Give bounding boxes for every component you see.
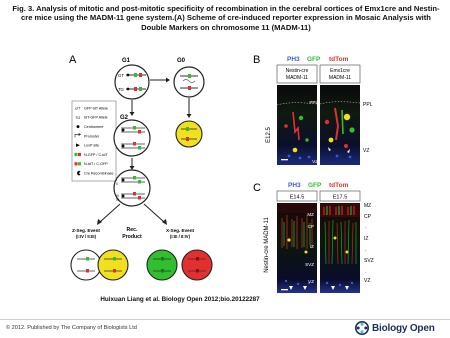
g2-label: G2 [120,115,129,121]
layer-label: CP [307,224,314,229]
g1-cell [115,65,149,99]
panel-c-header [288,182,349,189]
svg-text:-: - [365,224,367,229]
layer-label: VZ [364,278,371,284]
legend-symbol: GT [75,106,81,111]
panel-b-ppl-right: PPL [363,102,373,108]
svg-text:MADM-11: MADM-11 [328,75,352,81]
g1-label: G1 [122,58,131,64]
panel-b-col-1-header [277,65,317,83]
panel-c-right-layers [364,203,374,284]
panel-b-ppl-left: PPL [309,100,318,105]
svg-text:IV: IV [116,198,120,202]
g2-cell [114,120,150,156]
allele-tg-label: TG [118,87,124,92]
panel-c-side-label: Nestin-cre MADM-11 [264,217,270,273]
svg-text:MADM-11: MADM-11 [285,75,309,81]
panel-b-image-2 [320,85,360,165]
svg-text:I: I [116,178,117,182]
legend-text: Centromere [84,125,104,129]
logo-text: Biology Open [372,322,435,334]
panel-c-col-2-label: E17.5 [332,194,348,201]
legend-text: N-GFP / C-tdT [84,152,108,157]
figure-caption: Fig. 3. Analysis of mitotic and post-mitotic specificity of recombination in the cerebral cortices of Emx1cre and Nestin-cre mice using the MADM-11 gene system.(A) Scheme of cre-induced reporter expression in Mosaic Analysis with Double Markers on chromosome 11 (MADM-11) [12,4,440,32]
x-seg-product-green [147,250,177,280]
biology-open-logo [355,320,435,336]
layer-label: VZ [308,279,314,284]
svg-text:II: II [116,182,118,186]
x-seg-label: X-Seg. Event [165,228,195,233]
legend-row [75,116,108,120]
legend-text: Cre Recombinase [84,171,114,176]
z-seg-sub: (I:IV / II:III) [75,234,97,239]
panel-b-col-2-header [320,65,360,83]
panel-b-vz-right: VZ [363,148,370,154]
legend-text: Promoter [84,134,100,139]
scheme-legend [72,101,116,181]
allele-gt-label: GT [118,73,124,78]
layer-label: MZ [307,212,314,217]
g0-label: G0 [177,58,186,64]
svg-text:III: III [116,194,119,198]
layer-label: SVZ [364,258,374,264]
product-label: Product [122,234,142,240]
layer-label: MZ [364,203,372,209]
copyright-text: © 2012. Published by The Company of Biologists Ltd [6,325,137,331]
rec-label: Rec. [126,227,138,233]
g2-recombined-cell [114,170,150,206]
panel-b-vz-left: VZ [312,159,318,164]
z-seg-product-yellow [98,250,128,280]
panel-c-image-2 [320,203,360,293]
legend-text: tdT-GFP Allele [84,115,108,120]
panel-c-gfp: GFP [308,182,322,189]
logo-mark-icon [355,321,369,335]
panel-b-col-2-label: Emx1cre [330,68,350,74]
panel-b-ph3: PH3 [287,56,300,63]
panel-b-image-1 [277,85,317,165]
panel-a-label: A [69,54,77,66]
panel-b-gfp: GFP [307,56,321,63]
legend-text: LoxP site [84,143,100,148]
layer-label: SVZ [305,262,314,267]
centromere-icon [77,125,80,128]
panel-c-tdtom: tdTom [329,182,349,189]
legend-text: N-tdT / C-GFP [84,162,108,167]
panel-b-label: B [253,54,261,66]
panel-b-col-1-label: Nestin-cre [285,68,309,74]
panel-b-stage: E12.5 [266,127,272,143]
svg-text:-: - [365,247,367,252]
x-seg-sub: (I:III / II:IV) [169,234,191,239]
panel-b-header [287,56,349,63]
panel-c-label: C [253,182,261,194]
x-seg-product-red [182,250,212,280]
z-seg-label: Z-Seg. Event [72,228,100,233]
g0-cell [174,67,204,97]
legend-row [75,106,108,110]
panel-c-col-1-label: E14.5 [289,194,305,201]
panel-c-col-1-header [277,191,317,201]
svg-text:-: - [365,269,367,274]
layer-label: CP [364,214,371,220]
z-seg-product-white [71,250,101,280]
legend-symbol: TG [75,115,81,120]
layer-label: IZ [364,236,369,242]
panel-c-col-2-header [320,191,360,201]
layer-label: IZ [309,244,314,249]
panel-b-tdtom: tdTom [329,56,349,63]
g0-yellow-cell [176,121,202,147]
legend-text: GFP-tdT Allele [84,106,108,111]
panel-c-ph3: PH3 [288,182,301,189]
figure-credit: Huixuan Liang et al. Biology Open 2012;bio.20122287 [100,296,260,303]
